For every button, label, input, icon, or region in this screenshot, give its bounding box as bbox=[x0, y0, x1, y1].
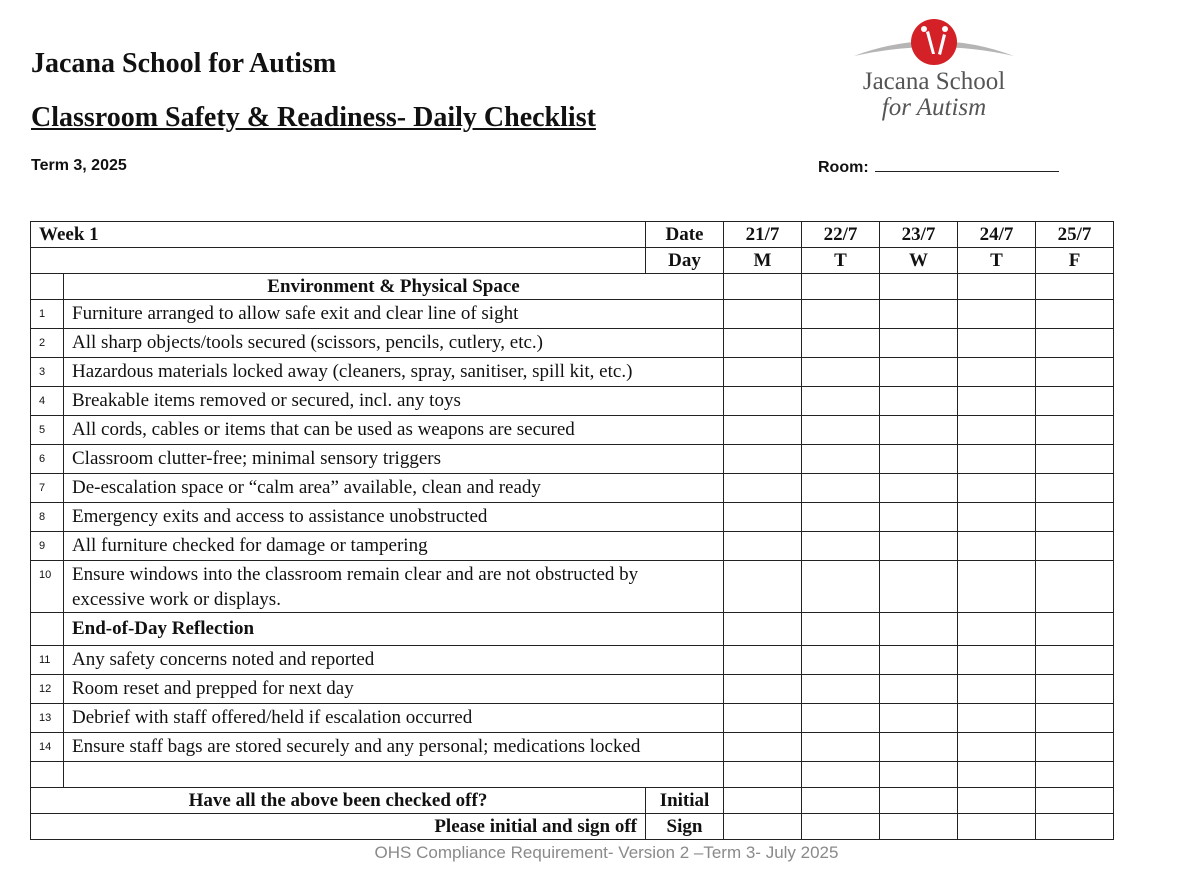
room-label: Room: bbox=[818, 159, 869, 176]
check-cell[interactable] bbox=[724, 358, 802, 387]
check-cell[interactable] bbox=[880, 416, 958, 445]
checklist-item-row bbox=[31, 474, 1114, 503]
check-cell[interactable] bbox=[958, 532, 1036, 561]
section-title: End-of-Day Reflection bbox=[64, 613, 724, 646]
empty-row bbox=[31, 762, 1114, 788]
check-cell[interactable] bbox=[1036, 675, 1114, 704]
item-text: Classroom clutter-free; minimal sensory triggers bbox=[64, 445, 724, 474]
date-cell: 21/7 bbox=[724, 222, 802, 248]
item-text: Ensure windows into the classroom remain clear and are not obstructed by excessive work or displays. bbox=[64, 561, 724, 613]
check-cell[interactable] bbox=[958, 646, 1036, 675]
number-cell bbox=[31, 274, 64, 300]
check-cell[interactable] bbox=[958, 503, 1036, 532]
item-text: Breakable items removed or secured, incl. any toys bbox=[64, 387, 724, 416]
check-cell[interactable] bbox=[1036, 474, 1114, 503]
sign-row bbox=[31, 814, 1114, 840]
header-row-date bbox=[31, 222, 1114, 248]
check-cell[interactable] bbox=[880, 704, 958, 733]
check-cell[interactable] bbox=[724, 814, 802, 840]
check-cell[interactable] bbox=[724, 788, 802, 814]
school-name: Jacana School for Autism bbox=[31, 48, 337, 79]
item-number: 9 bbox=[31, 532, 64, 561]
check-cell[interactable] bbox=[802, 274, 880, 300]
day-cell: M bbox=[724, 248, 802, 274]
signoff-text: Please initial and sign off bbox=[31, 814, 646, 840]
check-cell[interactable] bbox=[880, 300, 958, 329]
check-cell[interactable] bbox=[880, 788, 958, 814]
check-cell[interactable] bbox=[724, 613, 802, 646]
check-cell[interactable] bbox=[724, 646, 802, 675]
check-cell[interactable] bbox=[880, 532, 958, 561]
check-cell[interactable] bbox=[958, 675, 1036, 704]
item-number: 8 bbox=[31, 503, 64, 532]
check-cell[interactable] bbox=[958, 329, 1036, 358]
item-text: Emergency exits and access to assistance unobstructed bbox=[64, 503, 724, 532]
check-cell[interactable] bbox=[802, 300, 880, 329]
check-cell[interactable] bbox=[958, 445, 1036, 474]
check-cell[interactable] bbox=[1036, 358, 1114, 387]
check-cell[interactable] bbox=[724, 762, 802, 788]
check-cell[interactable] bbox=[802, 646, 880, 675]
check-cell[interactable] bbox=[958, 704, 1036, 733]
section-title: Environment & Physical Space bbox=[64, 274, 724, 300]
item-text: Room reset and prepped for next day bbox=[64, 675, 724, 704]
check-cell[interactable] bbox=[802, 387, 880, 416]
check-cell[interactable] bbox=[724, 704, 802, 733]
check-cell[interactable] bbox=[1036, 532, 1114, 561]
item-number: 14 bbox=[31, 733, 64, 762]
check-cell[interactable] bbox=[802, 762, 880, 788]
check-cell[interactable] bbox=[724, 387, 802, 416]
check-cell[interactable] bbox=[802, 814, 880, 840]
check-cell[interactable] bbox=[1036, 613, 1114, 646]
check-cell[interactable] bbox=[724, 416, 802, 445]
checklist-item-row bbox=[31, 300, 1114, 329]
check-cell[interactable] bbox=[1036, 329, 1114, 358]
item-text: All sharp objects/tools secured (scissors, pencils, cutlery, etc.) bbox=[64, 329, 724, 358]
number-cell bbox=[31, 762, 64, 788]
check-cell[interactable] bbox=[802, 503, 880, 532]
checklist-item-row bbox=[31, 646, 1114, 675]
check-cell[interactable] bbox=[958, 561, 1036, 613]
check-cell[interactable] bbox=[880, 329, 958, 358]
check-cell[interactable] bbox=[1036, 733, 1114, 762]
initial-row bbox=[31, 788, 1114, 814]
header-row-day bbox=[31, 248, 1114, 274]
checklist-item-row bbox=[31, 675, 1114, 704]
date-cell: 25/7 bbox=[1036, 222, 1114, 248]
check-cell[interactable] bbox=[958, 762, 1036, 788]
checklist-item-row bbox=[31, 704, 1114, 733]
section-header-row bbox=[31, 613, 1114, 646]
item-text: De-escalation space or “calm area” available, clean and ready bbox=[64, 474, 724, 503]
check-cell[interactable] bbox=[724, 675, 802, 704]
check-cell[interactable] bbox=[802, 532, 880, 561]
item-text: All furniture checked for damage or tampering bbox=[64, 532, 724, 561]
check-cell[interactable] bbox=[958, 814, 1036, 840]
item-text: Ensure staff bags are stored securely and any personal; medications locked bbox=[64, 733, 724, 762]
check-cell[interactable] bbox=[1036, 387, 1114, 416]
item-number: 10 bbox=[31, 561, 64, 613]
item-number: 11 bbox=[31, 646, 64, 675]
check-cell[interactable] bbox=[802, 358, 880, 387]
check-cell[interactable] bbox=[880, 445, 958, 474]
check-cell[interactable] bbox=[802, 329, 880, 358]
check-cell[interactable] bbox=[880, 503, 958, 532]
item-number: 2 bbox=[31, 329, 64, 358]
item-number: 6 bbox=[31, 445, 64, 474]
item-text: All cords, cables or items that can be used as weapons are secured bbox=[64, 416, 724, 445]
check-cell[interactable] bbox=[958, 274, 1036, 300]
check-cell[interactable] bbox=[802, 613, 880, 646]
blank-cell bbox=[31, 248, 646, 274]
date-cell: 24/7 bbox=[958, 222, 1036, 248]
item-number: 1 bbox=[31, 300, 64, 329]
item-number: 3 bbox=[31, 358, 64, 387]
check-cell[interactable] bbox=[724, 503, 802, 532]
room-blank-line bbox=[875, 157, 1059, 172]
item-text: Debrief with staff offered/held if escalation occurred bbox=[64, 704, 724, 733]
check-cell[interactable] bbox=[880, 387, 958, 416]
check-cell[interactable] bbox=[880, 733, 958, 762]
section-header-row bbox=[31, 274, 1114, 300]
check-cell[interactable] bbox=[802, 445, 880, 474]
document-title: Classroom Safety & Readiness- Daily Checklist bbox=[31, 102, 596, 133]
day-cell: W bbox=[880, 248, 958, 274]
day-label: Day bbox=[646, 248, 724, 274]
check-cell[interactable] bbox=[880, 646, 958, 675]
initial-label: Initial bbox=[646, 788, 724, 814]
number-cell bbox=[31, 613, 64, 646]
day-cell: F bbox=[1036, 248, 1114, 274]
check-cell[interactable] bbox=[958, 358, 1036, 387]
day-cell: T bbox=[802, 248, 880, 274]
footer-text: OHS Compliance Requirement- Version 2 –Term 3- July 2025 bbox=[374, 843, 839, 862]
room-field[interactable] bbox=[818, 157, 1059, 177]
checklist-item-row bbox=[31, 561, 1114, 613]
check-cell[interactable] bbox=[1036, 788, 1114, 814]
item-number: 5 bbox=[31, 416, 64, 445]
item-text: Hazardous materials locked away (cleaners, spray, sanitiser, spill kit, etc.) bbox=[64, 358, 724, 387]
logo-text-for-autism: for Autism bbox=[881, 94, 987, 121]
item-number: 4 bbox=[31, 387, 64, 416]
day-cell: T bbox=[958, 248, 1036, 274]
check-cell[interactable] bbox=[880, 675, 958, 704]
check-cell[interactable] bbox=[880, 814, 958, 840]
checklist-item-row bbox=[31, 416, 1114, 445]
checklist-item-row bbox=[31, 503, 1114, 532]
check-cell[interactable] bbox=[958, 788, 1036, 814]
item-number: 7 bbox=[31, 474, 64, 503]
item-number: 12 bbox=[31, 675, 64, 704]
check-cell[interactable] bbox=[880, 474, 958, 503]
checklist-item-row bbox=[31, 358, 1114, 387]
check-cell[interactable] bbox=[958, 613, 1036, 646]
check-cell[interactable] bbox=[1036, 445, 1114, 474]
check-cell[interactable] bbox=[1036, 646, 1114, 675]
check-cell[interactable] bbox=[802, 416, 880, 445]
checklist-item-row bbox=[31, 387, 1114, 416]
check-cell[interactable] bbox=[1036, 704, 1114, 733]
item-text: Furniture arranged to allow safe exit and clear line of sight bbox=[64, 300, 724, 329]
check-cell[interactable] bbox=[724, 532, 802, 561]
blank-cell bbox=[64, 762, 724, 788]
check-cell[interactable] bbox=[880, 613, 958, 646]
check-cell[interactable] bbox=[802, 788, 880, 814]
check-cell[interactable] bbox=[1036, 416, 1114, 445]
check-cell[interactable] bbox=[724, 474, 802, 503]
logo-text-school: Jacana School bbox=[862, 68, 1006, 95]
check-cell[interactable] bbox=[724, 445, 802, 474]
term-label: Term 3, 2025 bbox=[31, 157, 127, 174]
check-cell[interactable] bbox=[1036, 300, 1114, 329]
date-label: Date bbox=[646, 222, 724, 248]
check-cell[interactable] bbox=[958, 300, 1036, 329]
checklist-item-row bbox=[31, 329, 1114, 358]
check-cell[interactable] bbox=[1036, 503, 1114, 532]
checklist-item-row bbox=[31, 532, 1114, 561]
check-cell[interactable] bbox=[802, 474, 880, 503]
checklist-table bbox=[30, 221, 1114, 840]
check-cell[interactable] bbox=[880, 561, 958, 613]
check-cell[interactable] bbox=[958, 387, 1036, 416]
check-cell[interactable] bbox=[880, 762, 958, 788]
check-cell[interactable] bbox=[1036, 814, 1114, 840]
date-cell: 23/7 bbox=[880, 222, 958, 248]
check-cell[interactable] bbox=[880, 358, 958, 387]
check-cell[interactable] bbox=[880, 274, 958, 300]
week-label: Week 1 bbox=[31, 222, 646, 248]
check-cell[interactable] bbox=[1036, 762, 1114, 788]
check-cell[interactable] bbox=[724, 274, 802, 300]
check-cell[interactable] bbox=[724, 300, 802, 329]
date-cell: 22/7 bbox=[802, 222, 880, 248]
checklist-item-row bbox=[31, 445, 1114, 474]
check-cell[interactable] bbox=[802, 704, 880, 733]
check-cell[interactable] bbox=[1036, 561, 1114, 613]
check-cell[interactable] bbox=[802, 733, 880, 762]
check-cell[interactable] bbox=[724, 329, 802, 358]
check-cell[interactable] bbox=[724, 733, 802, 762]
checklist-item-row bbox=[31, 733, 1114, 762]
checked-question: Have all the above been checked off? bbox=[31, 788, 646, 814]
check-cell[interactable] bbox=[724, 561, 802, 613]
check-cell[interactable] bbox=[958, 733, 1036, 762]
check-cell[interactable] bbox=[958, 416, 1036, 445]
sign-label: Sign bbox=[646, 814, 724, 840]
item-text: Any safety concerns noted and reported bbox=[64, 646, 724, 675]
check-cell[interactable] bbox=[802, 675, 880, 704]
check-cell[interactable] bbox=[802, 561, 880, 613]
item-number: 13 bbox=[31, 704, 64, 733]
check-cell[interactable] bbox=[1036, 274, 1114, 300]
check-cell[interactable] bbox=[958, 474, 1036, 503]
